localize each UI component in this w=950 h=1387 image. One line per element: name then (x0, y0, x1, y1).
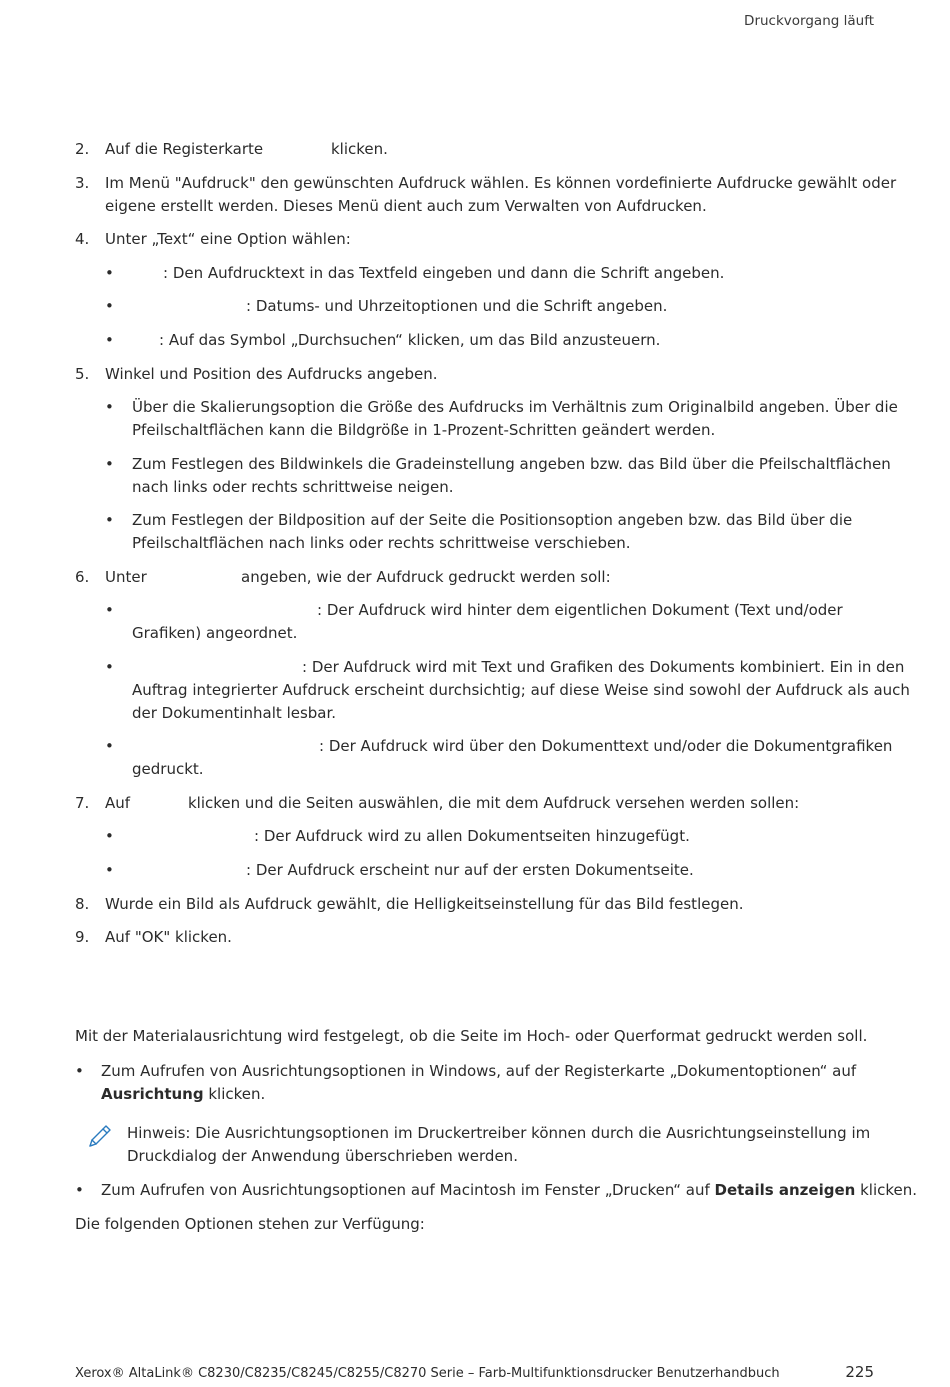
footer-title: Xerox® AltaLink® C8230/C8235/C8245/C8255/C8270 Serie – Farb-Multifunktionsdrucker Benutzerhandbuch (75, 1366, 780, 1381)
step-6-bullet-1-line-2: Grafiken) angeordnet. (132, 624, 298, 642)
step-5-bullet-2-line-1: Zum Festlegen des Bildwinkels die Gradeinstellung angeben bzw. das Bild über die Pfeilschaltflächen (132, 455, 891, 473)
step-4-line-1: Unter „Text“ eine Option wählen: (105, 230, 351, 248)
step-number: 2. (75, 140, 90, 158)
bullet: • (75, 1181, 84, 1199)
bullet: • (105, 511, 114, 529)
step-4-bullet-3: : Auf das Symbol „Durchsuchen“ klicken, um das Bild anzusteuern. (159, 331, 661, 349)
bullet: • (105, 455, 114, 473)
step-7-bullet-1: : Der Aufdruck wird zu allen Dokumentseiten hinzugefügt. (254, 827, 690, 845)
step-5-bullet-3-line-1: Zum Festlegen der Bildposition auf der Seite die Positionsoption angeben bzw. das Bild über die (132, 511, 853, 529)
note-line-2: Druckdialog der Anwendung überschrieben werden. (127, 1147, 518, 1165)
step-5-bullet-1-line-2: Pfeilschaltflächen kann die Bildgröße in 1-Prozent-Schritten geändert werden. (132, 421, 716, 439)
step-number: 6. (75, 568, 90, 586)
step-number: 4. (75, 230, 90, 248)
orientation-bullet-2-text-b: klicken. (855, 1181, 918, 1199)
orientation-bullet-1-rest: klicken. (203, 1085, 266, 1103)
step-4-bullet-2: : Datums- und Uhrzeitoptionen und die Schrift angeben. (246, 297, 668, 315)
orientation-bold-term: Ausrichtung (101, 1085, 204, 1103)
bullet: • (105, 398, 114, 416)
orientation-intro: Mit der Materialausrichtung wird festgelegt, ob die Seite im Hoch- oder Querformat gedruckt werden soll. (75, 1027, 868, 1045)
step-5-bullet-1-line-1: Über die Skalierungsoption die Größe des Aufdrucks im Verhältnis zum Originalbild angeben. Über die (132, 398, 898, 416)
step-5-bullet-3-line-2: Pfeilschaltflächen nach links oder rechts schrittweise verschieben. (132, 534, 631, 552)
bullet: • (105, 331, 114, 349)
step-5-bullet-2-line-2: nach links oder rechts schrittweise neigen. (132, 478, 454, 496)
step-5-line-1: Winkel und Position des Aufdrucks angeben. (105, 365, 438, 383)
orientation-bullet-2 (101, 1179, 917, 1202)
step-6-text-a: Unter (105, 568, 147, 586)
bullet: • (105, 297, 114, 315)
step-6-bullet-3-line-2: gedruckt. (132, 760, 204, 778)
step-9-line-1: Auf "OK" klicken. (105, 928, 232, 946)
step-3-line-1: Im Menü "Aufdruck" den gewünschten Aufdruck wählen. Es können vordefinierte Aufdrucke gewählt oder (105, 174, 897, 192)
page-number: 225 (845, 1363, 874, 1381)
step-number: 5. (75, 365, 90, 383)
step-6-bullet-3-line-1: : Der Aufdruck wird über den Dokumenttext und/oder die Dokumentgrafiken (319, 737, 893, 755)
step-2-text-a: Auf die Registerkarte (105, 140, 264, 158)
step-7-text-a: Auf (105, 794, 131, 812)
step-6-bullet-2-line-3: der Dokumentinhalt lesbar. (132, 704, 337, 722)
orientation-bullet-1-line-2 (101, 1083, 265, 1106)
pencil-note-icon (86, 1122, 114, 1150)
step-6-bullet-1-line-1: : Der Aufdruck wird hinter dem eigentlichen Dokument (Text und/oder (317, 601, 843, 619)
step-7-text-b: klicken und die Seiten auswählen, die mit dem Aufdruck versehen werden sollen: (188, 794, 800, 812)
note-line-1: Hinweis: Die Ausrichtungsoptionen im Druckertreiber können durch die Ausrichtungseinstellung im (127, 1124, 871, 1142)
bullet: • (75, 1062, 84, 1080)
orientation-bullet-2-text-a: Zum Aufrufen von Ausrichtungsoptionen auf Macintosh im Fenster „Drucken“ auf (101, 1181, 715, 1199)
step-number: 8. (75, 895, 90, 913)
step-6-bullet-2-line-2: Auftrag integrierter Aufdruck erscheint durchsichtig; auf diese Weise sind sowohl der Aufdruck als auch (132, 681, 910, 699)
bullet: • (105, 737, 114, 755)
step-6-bullet-2-line-1: : Der Aufdruck wird mit Text und Grafiken des Dokuments kombiniert. Ein in den (302, 658, 905, 676)
step-4-bullet-1: : Den Aufdrucktext in das Textfeld eingeben und dann die Schrift angeben. (163, 264, 725, 282)
orientation-outro: Die folgenden Optionen stehen zur Verfügung: (75, 1215, 425, 1233)
bullet: • (105, 861, 114, 879)
step-number: 7. (75, 794, 90, 812)
bullet: • (105, 658, 114, 676)
step-number: 3. (75, 174, 90, 192)
step-7-bullet-2: : Der Aufdruck erscheint nur auf der ersten Dokumentseite. (246, 861, 694, 879)
step-6-text-b: angeben, wie der Aufdruck gedruckt werden soll: (241, 568, 611, 586)
step-2-text-b: klicken. (331, 140, 388, 158)
bullet: • (105, 264, 114, 282)
step-3-line-2: eigene erstellt werden. Dieses Menü dient auch zum Verwalten von Aufdrucken. (105, 197, 707, 215)
step-number: 9. (75, 928, 90, 946)
orientation-bullet-1-line-1: Zum Aufrufen von Ausrichtungsoptionen in Windows, auf der Registerkarte „Dokumentoptionen“ auf (101, 1062, 857, 1080)
step-8-line-1: Wurde ein Bild als Aufdruck gewählt, die Helligkeitseinstellung für das Bild festlegen. (105, 895, 744, 913)
bullet: • (105, 827, 114, 845)
running-header: Druckvorgang läuft (744, 13, 874, 29)
bullet: • (105, 601, 114, 619)
orientation-bold-details: Details anzeigen (714, 1181, 856, 1199)
